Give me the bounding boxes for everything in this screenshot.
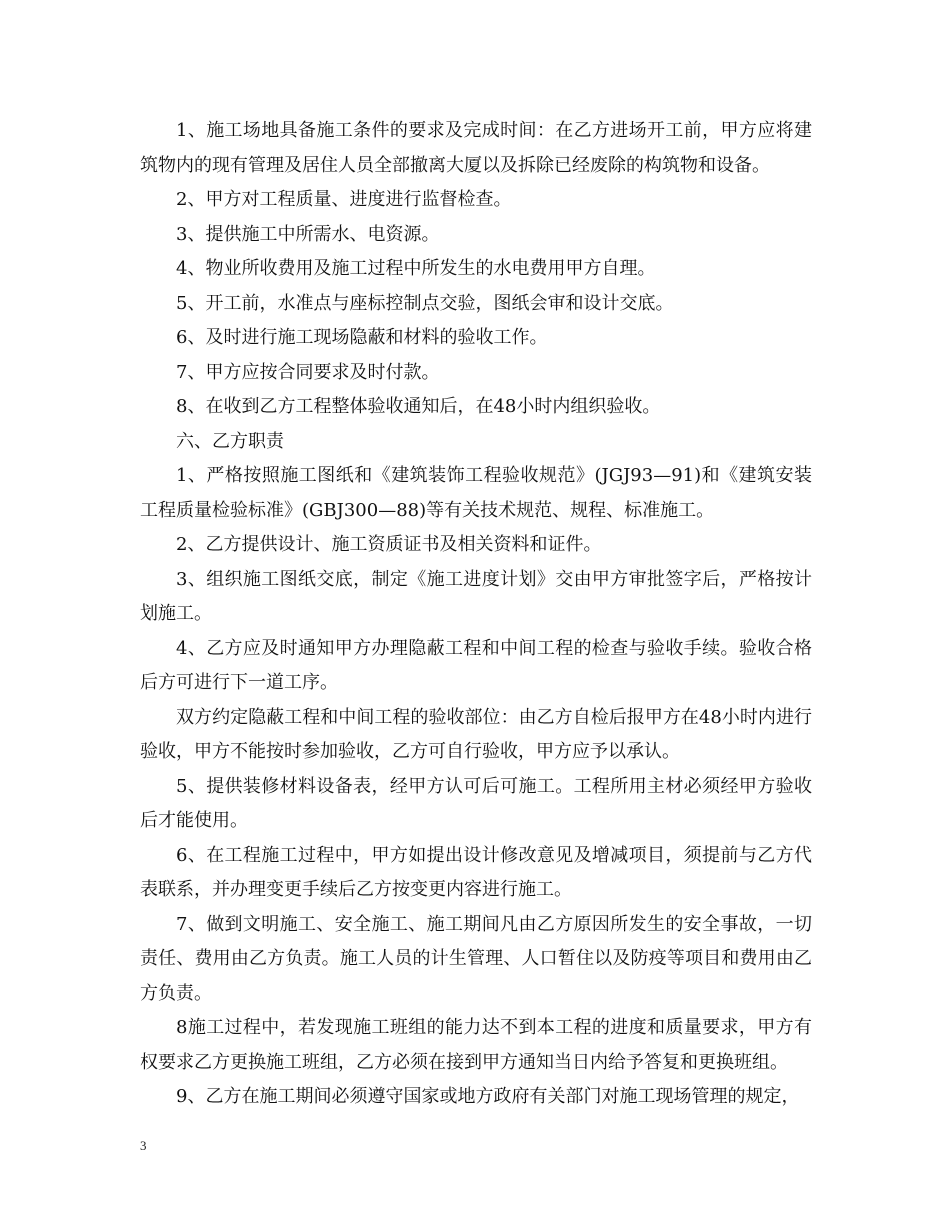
paragraph: 1、严格按照施工图纸和《建筑装饰工程验收规范》(JGJ93—91)和《建筑安装工程质量检验标准》(GBJ300—88)等有关技术规范、规程、标准施工。 xyxy=(140,465,812,521)
paragraph: 5、开工前，水准点与座标控制点交验，图纸会审和设计交底。 xyxy=(176,292,674,314)
paragraph: 6、在工程施工过程中，甲方如提出设计修改意见及增减项目，须提前与乙方代表联系，并办理变更手续后乙方按变更内容进行施工。 xyxy=(140,844,812,900)
paragraph: 2、乙方提供设计、施工资质证书及相关资料和证件。 xyxy=(176,534,602,555)
paragraph: 9、乙方在施工期间必须遵守国家或地方政府有关部门对施工现场管理的规定， xyxy=(176,1086,800,1107)
page-number: 3 xyxy=(140,1138,147,1153)
section-heading: 六、乙方职责 xyxy=(176,430,284,452)
paragraph: 8、在收到乙方工程整体验收通知后，在48小时内组织验收。 xyxy=(176,396,661,417)
paragraph: 3、提供施工中所需水、电资源。 xyxy=(176,223,440,245)
paragraph: 5、提供装修材料设备表，经甲方认可后可施工。工程所用主材必须经甲方验收后才能使用。 xyxy=(140,775,812,831)
paragraph: 3、组织施工图纸交底，制定《施工进度计划》交由甲方审批签字后，严格按计划施工。 xyxy=(140,568,812,624)
paragraph: 双方约定隐蔽工程和中间工程的验收部位：由乙方自检后报甲方在48小时内进行验收，甲方不能按时参加验收，乙方可自行验收，甲方应予以承认。 xyxy=(140,706,812,762)
paragraph: 2、甲方对工程质量、进度进行监督检查。 xyxy=(176,189,512,210)
paragraph: 7、甲方应按合同要求及时付款。 xyxy=(176,361,440,383)
paragraph: 1、施工场地具备施工条件的要求及完成时间：在乙方进场开工前，甲方应将建筑物内的现有管理及居住人员全部撤离大厦以及拆除已经废除的构筑物和设备。 xyxy=(140,120,812,176)
paragraph: 7、做到文明施工、安全施工、施工期间凡由乙方原因所发生的安全事故，一切责任、费用由乙方负责。施工人员的计生管理、人口暂住以及防疫等项目和费用由乙方负责。 xyxy=(140,913,812,1004)
paragraph: 6、及时进行施工现场隐蔽和材料的验收工作。 xyxy=(176,327,548,348)
paragraph: 4、物业所收费用及施工过程中所发生的水电费用甲方自理。 xyxy=(176,258,656,279)
paragraph: 4、乙方应及时通知甲方办理隐蔽工程和中间工程的检查与验收手续。验收合格后方可进行下一道工序。 xyxy=(140,637,812,693)
document-body xyxy=(140,114,812,1115)
paragraph: 8施工过程中，若发现施工班组的能力达不到本工程的进度和质量要求，甲方有权要求乙方更换施工班组，乙方必须在接到甲方通知当日内给予答复和更换班组。 xyxy=(140,1017,812,1073)
